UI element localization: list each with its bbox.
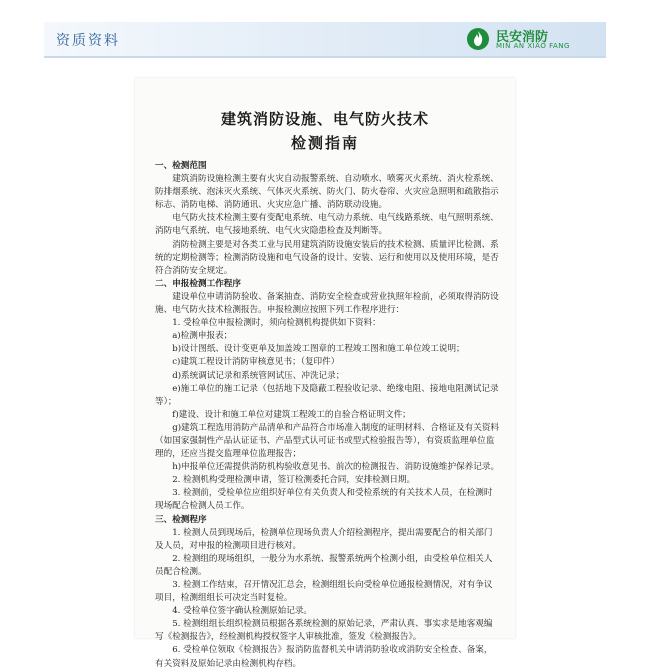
paragraph: 建设单位申请消防验收、备案抽查、消防安全检查或营业执照年检前，必须取得消防设施、电气防火技术检测报告。申报检测应按照下列工作程序进行： [155, 291, 499, 316]
document-body [155, 160, 501, 671]
brand-name-pinyin: MIN AN XIAO FANG [496, 42, 570, 50]
document-subtitle: 检测指南 [290, 134, 359, 152]
fire-shield-logo-icon [466, 27, 490, 51]
brand-name: 民安消防 [496, 30, 549, 45]
paragraph: 3. 检测工作结束，召开情况汇总会，检测组组长向受检单位通报检测情况，对有争议项目，检测组组长可决定当时复检。 [155, 580, 493, 604]
paragraph: 3. 检测前，受检单位应组织好单位有关负责人和受检系统的有关技术人员，在检测时现场配合检测人员工作。 [155, 488, 493, 512]
paragraph: 1. 检测人员到现场后，检测单位现场负责人介绍检测程序，提出需要配合的相关部门及人员，对申报的检测项目进行核对。 [155, 527, 493, 551]
paragraph: d)系统调试记录和系统管网试压、冲洗记录； [172, 370, 345, 381]
paragraph: 消防检测主要是对各类工业与民用建筑消防设施安装后的技术检测、质量评比检测、系统的定期检测等；检测消防设施和电气设备的设计、安装、运行和使用以及使用环境，是否符合消防安全规定。 [155, 239, 499, 276]
paragraph: e)施工单位的施工记录（包括地下及隐蔽工程验收记录、绝缘电阻、接地电阻测试记录等）； [155, 383, 499, 407]
paragraph: 6. 受检单位领取《检测报告》报消防监督机关申请消防验收或消防安全检查、备案，有关资料及原始记录由检测机构存档。 [155, 645, 493, 669]
brand-logo [450, 24, 600, 54]
paragraph: 电气防火技术检测主要有变配电系统、电气动力系统、电气线路系统、电气照明系统、消防电气系统、电气接地系统、电气火灾隐患检查及判断等。 [155, 213, 499, 237]
paragraph: 5. 检测组组长组织检测员根据各系统检测的原始记录，严肃认真、事实求是地客观编写《检测报告》，经检测机构授权签字人审核批准，签发《检测报告》。 [155, 619, 493, 643]
paragraph: 2. 检测机构受理检测申请，签订检测委托合同，安排检测日期。 [172, 475, 416, 486]
section-heading: 一、检测范围 [155, 161, 207, 171]
section-heading: 三、检测程序 [155, 514, 207, 525]
paragraph: 4. 受检单位签字确认检测原始记录。 [172, 606, 313, 617]
paragraph: g)建筑工程选用消防产品清单和产品符合市场准入制度的证明材料、合格证及有关资料（如国家强制性产品认证证书、产品型式认可证书或型式检验报告等），有资质监理单位监理的，还应当提交监理单位监理报告； [155, 422, 500, 460]
paragraph: a)检测申报表； [172, 331, 233, 342]
page-header [44, 22, 606, 56]
paragraph: b)设计图纸、设计变更单及加盖竣工图章的工程竣工图和施工单位竣工说明； [172, 344, 465, 355]
paragraph: h)申报单位还需提供消防机构验收意见书、前次的检测报告、消防设施维护保养记录。 [172, 462, 500, 473]
header-divider [44, 56, 606, 58]
paragraph: 1. 受检单位申报检测时，须向检测机构提供如下资料： [172, 318, 381, 329]
document-page [135, 78, 515, 669]
document-title: 建筑消防设施、电气防火技术 [220, 110, 429, 128]
section-heading: 二、申报检测工作程序 [155, 278, 241, 289]
paragraph: 2. 检测组的现场组织，一般分为水系统、报警系统两个检测小组，由受检单位相关人员配合检测。 [155, 553, 493, 577]
header-title: 资质资料 [56, 33, 120, 49]
paragraph: c)建筑工程设计消防审核意见书；（复印件） [172, 357, 340, 368]
paragraph: 建筑消防设施检测主要有火灾自动报警系统、自动喷水、喷雾灭火系统、消火栓系统、防排烟系统、泡沫灭火系统、气体灭火系统、防火门、防火卷帘、火灾应急照明和疏散指示标志、消防电梯、消防通讯、火灾应急广播、消防联动设施。 [155, 174, 499, 211]
paragraph: f)建设、设计和施工单位对建筑工程竣工的自验合格证明文件； [172, 409, 411, 420]
